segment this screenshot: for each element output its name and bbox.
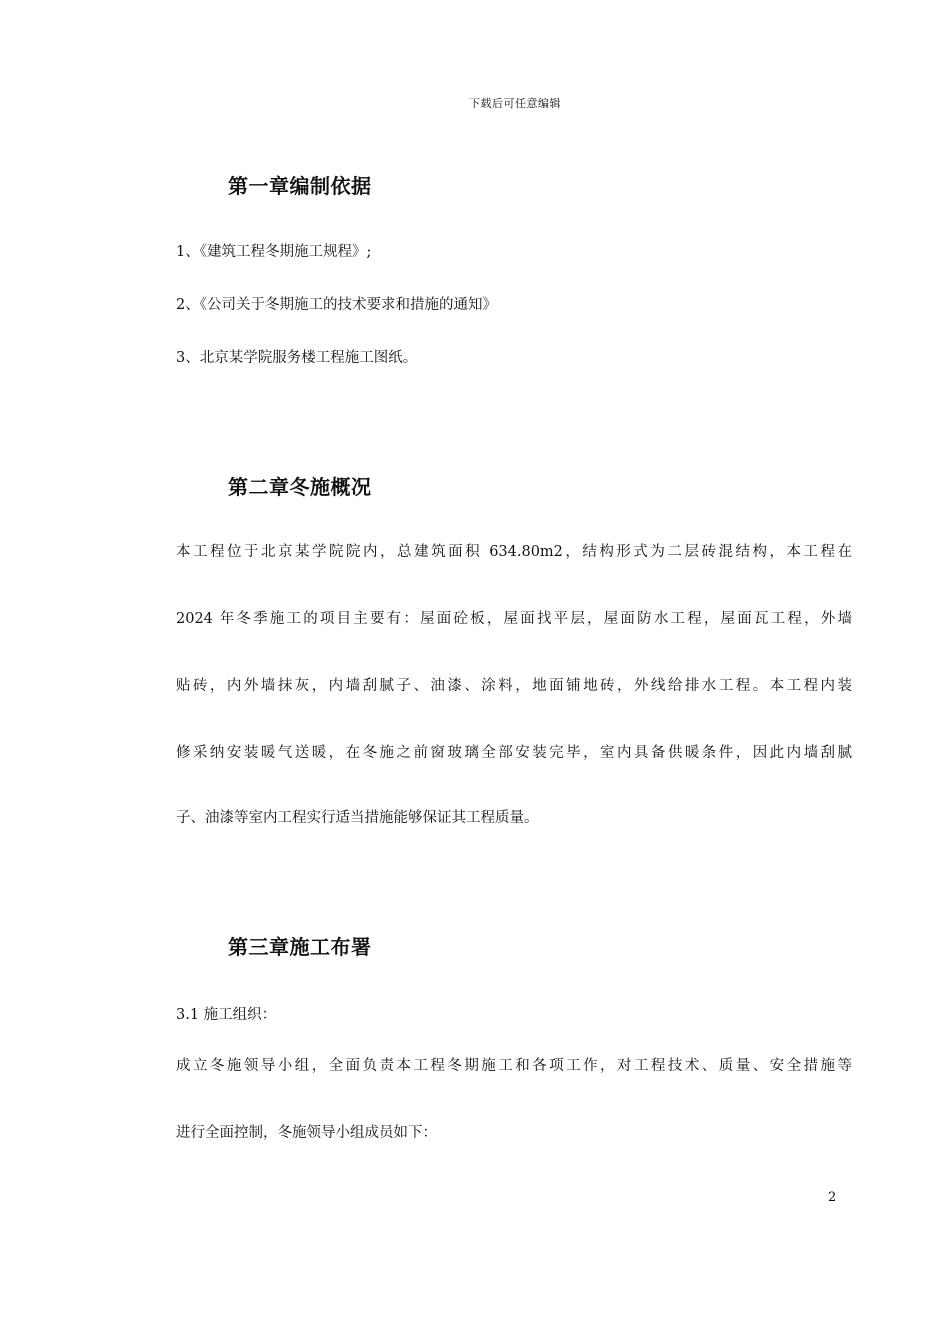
chapter-3-paragraph-line: 成立冬施领导小组，全面负责本工程冬期施工和各项工作，对工程技术、质量、安全措施等	[176, 1058, 852, 1074]
chapter-2-title: 第二章冬施概况	[228, 475, 372, 499]
chapter-3-title: 第三章施工布署	[228, 935, 372, 959]
chapter-2-paragraph-line: 本工程位于北京某学院院内，总建筑面积 634.80m2，结构形式为二层砖混结构，本工程在	[176, 544, 852, 560]
page-number: 2	[828, 1190, 837, 1205]
chapter-2-paragraph-line: 子、油漆等室内工程实行适当措施能够保证其工程质量。	[176, 810, 539, 826]
chapter-1-item: 1、《建筑工程冬期施工规程》;	[176, 244, 372, 260]
chapter-1-title: 第一章编制依据	[228, 174, 372, 198]
chapter-1-item: 2、《公司关于冬期施工的技术要求和措施的通知》	[176, 297, 497, 313]
chapter-2-paragraph-line: 修采纳安装暖气送暖，在冬施之前窗玻璃全部安装完毕，室内具备供暖条件，因此内墙刮腻	[176, 745, 852, 761]
header-note: 下载后可任意编辑	[469, 97, 561, 110]
chapter-1-item: 3、北京某学院服务楼工程施工图纸。	[176, 350, 418, 366]
chapter-2-paragraph-line: 2024 年冬季施工的项目主要有：屋面砼板，屋面找平层，屋面防水工程，屋面瓦工程，外墙	[176, 611, 852, 627]
chapter-3-paragraph-line: 进行全面控制，冬施领导小组成员如下：	[176, 1125, 437, 1141]
chapter-2-paragraph-line: 贴砖，内外墙抹灰，内墙刮腻子、油漆、涂料，地面铺地砖，外线给排水工程。本工程内装	[176, 678, 852, 694]
section-3-1-label: 3.1 施工组织：	[176, 1007, 277, 1023]
